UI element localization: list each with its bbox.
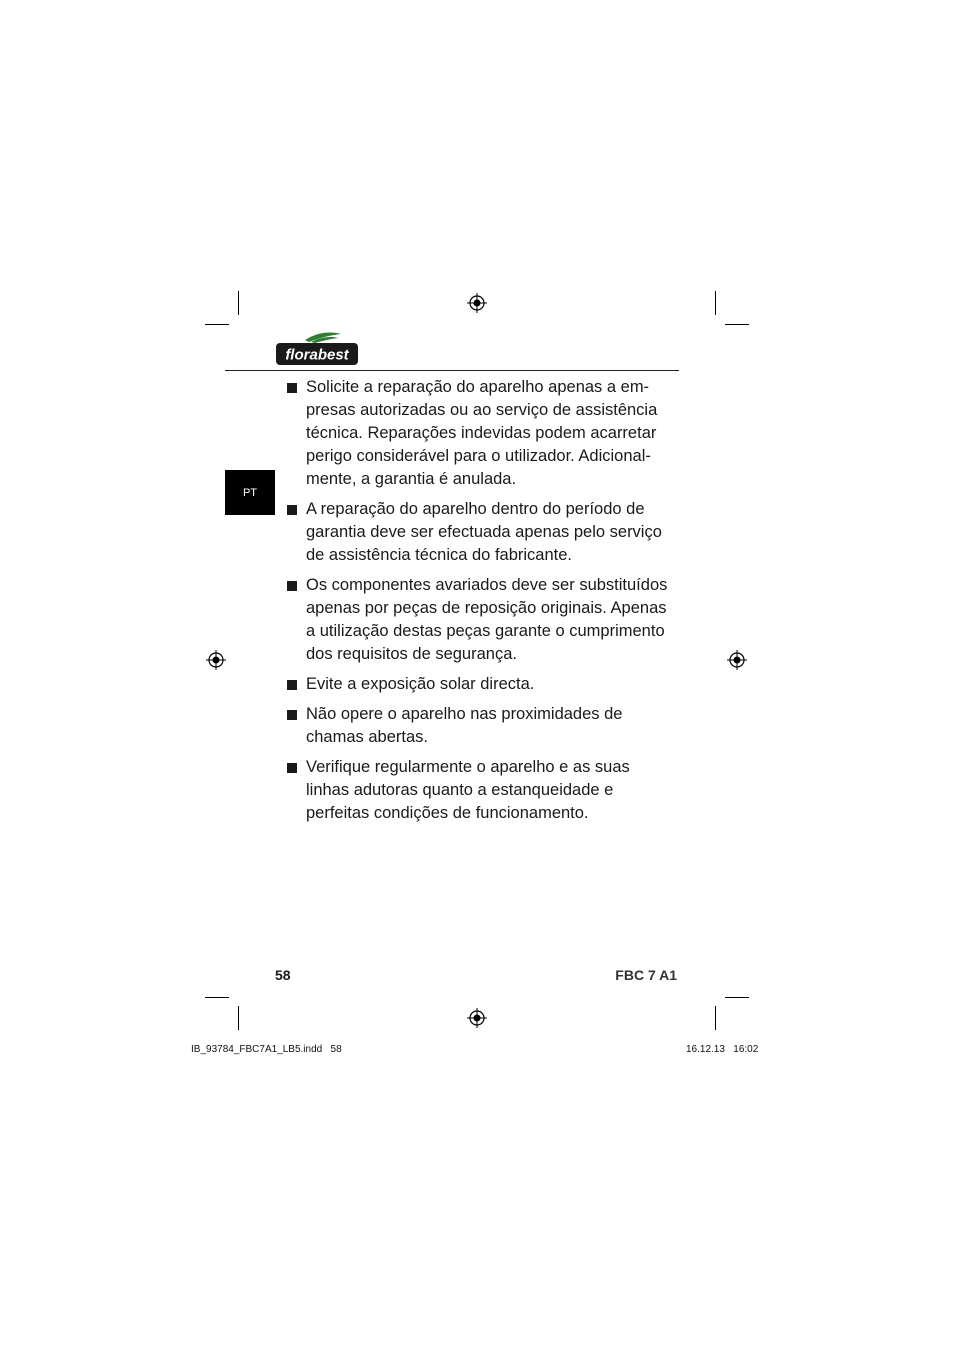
florabest-logo — [275, 331, 359, 367]
square-bullet-icon — [287, 680, 297, 690]
print-slug-datetime: 16.12.13 16:02 — [686, 1044, 759, 1055]
language-tab — [225, 470, 275, 515]
crop-mark-bottom-left-vertical — [238, 1006, 239, 1030]
crop-mark-bottom-right-horizontal — [725, 997, 749, 998]
header-rule — [225, 370, 679, 371]
list-item-text: Verifique regularmente o aparelho e as suas linhas adutoras quanto a estanqueidade e perfeitas condições de funcionamento. — [306, 758, 630, 822]
square-bullet-icon — [287, 763, 297, 773]
list-item — [287, 498, 687, 567]
square-bullet-icon — [287, 505, 297, 515]
list-item-text: Não opere o aparelho nas proximidades de chamas abertas. — [306, 705, 623, 746]
crop-mark-top-right-vertical — [715, 291, 716, 315]
list-item-text: A reparação do aparelho dentro do período de garantia deve ser efectuada apenas pelo serviço de assistência técnica do fabricante. — [306, 500, 662, 564]
crop-mark-top-right-horizontal — [725, 324, 749, 325]
crop-mark-bottom-left-horizontal — [205, 997, 229, 998]
crop-mark-top-left-horizontal — [205, 324, 229, 325]
registration-mark-icon — [206, 650, 226, 670]
square-bullet-icon — [287, 383, 297, 393]
registration-mark-icon — [467, 1008, 487, 1028]
safety-instructions-list — [287, 376, 687, 832]
registration-mark-icon — [467, 293, 487, 313]
registration-mark-icon — [727, 650, 747, 670]
print-slug-file: IB_93784_FBC7A1_LB5.indd 58 — [191, 1044, 342, 1055]
list-item — [287, 673, 687, 696]
list-item — [287, 574, 687, 666]
crop-mark-top-left-vertical — [238, 291, 239, 315]
model-number: FBC 7 A1 — [615, 967, 677, 983]
list-item — [287, 756, 687, 825]
list-item — [287, 376, 687, 491]
page-number: 58 — [275, 967, 291, 983]
logo-wordmark: florabest — [285, 346, 349, 364]
list-item-text: Evite a exposição solar directa. — [306, 675, 535, 693]
square-bullet-icon — [287, 581, 297, 591]
list-item — [287, 703, 687, 749]
square-bullet-icon — [287, 710, 297, 720]
list-item-text: Os componentes avariados deve ser substituídos apenas por peças de reposição originais. Apenas a utilização destas peças garante o cumprimento dos requisitos de segurança. — [306, 576, 668, 663]
list-item-text: Solicite a reparação do aparelho apenas a em- presas autorizadas ou ao serviço de assistência técnica. Reparações indevidas podem acarretar perigo considerável para o utilizador. Adicional- mente, a garantia é anulada. — [306, 378, 658, 488]
language-tab-label: PT — [242, 486, 258, 499]
crop-mark-bottom-right-vertical — [715, 1006, 716, 1030]
